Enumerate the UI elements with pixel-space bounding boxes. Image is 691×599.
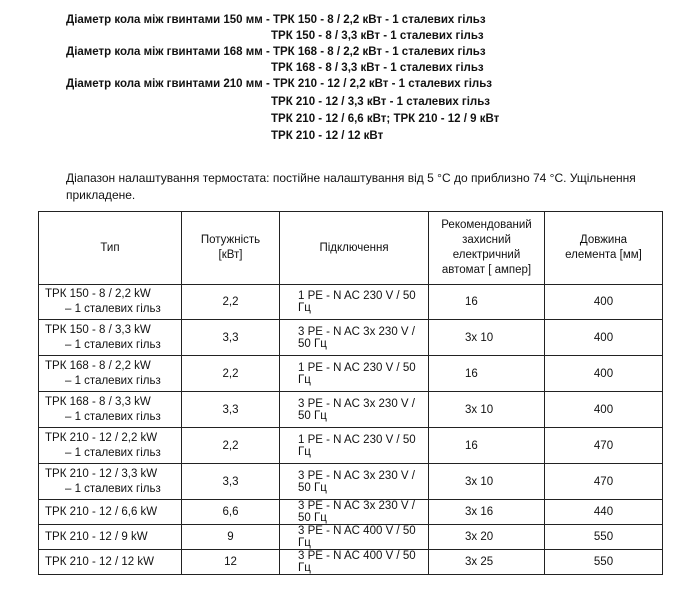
cell-breaker: 3x 10	[429, 464, 545, 500]
cell-breaker: 3x 10	[429, 320, 545, 356]
table-row	[39, 500, 663, 525]
heading-210-line-2: ТРК 210 - 12 / 3,3 кВт - 1 сталевих гільз	[271, 96, 491, 108]
cell-connection: 3 PE - N AC 3x 230 V / 50 Гц	[280, 392, 429, 428]
table-row	[39, 550, 663, 575]
cell-power: 3,3	[182, 464, 280, 500]
cell-type	[39, 392, 182, 428]
table-row	[39, 525, 663, 550]
heading-168	[66, 45, 486, 60]
table-row	[39, 320, 663, 356]
heading-210-line-1: ТРК 210 - 12 / 2,2 кВт - 1 сталевих гільз	[272, 78, 492, 90]
heading-150-line-2-wrap	[271, 29, 484, 44]
cell-type	[39, 285, 182, 320]
cell-power: 2,2	[182, 356, 280, 392]
cell-breaker: 16	[429, 356, 545, 392]
heading-210-line-3-wrap	[271, 112, 499, 127]
cell-type: ТРК 210 - 12 / 6,6 kW	[39, 500, 182, 525]
cell-length: 550	[545, 550, 663, 575]
cell-power: 6,6	[182, 500, 280, 525]
cell-power: 3,3	[182, 320, 280, 356]
header-power	[182, 212, 280, 285]
heading-210	[66, 77, 492, 92]
thermostat-note: Діапазон налаштування термостата: постійне налаштування від 5 °C до приблизно 74 °C. Ущільнення прикладене.	[66, 171, 636, 202]
cell-breaker: 16	[429, 285, 545, 320]
cell-length: 470	[545, 464, 663, 500]
heading-150-lead: Діаметр кола між гвинтами 150 мм -	[66, 14, 273, 26]
cell-connection: 3 PE - N AC 400 V / 50 Гц	[280, 550, 429, 575]
header-breaker-line-2: захисний	[462, 234, 511, 246]
table-row	[39, 285, 663, 320]
type-line-1: ТРК 150 - 8 / 3,3 kW	[45, 323, 151, 336]
cell-breaker: 3x 20	[429, 525, 545, 550]
heading-168-line-2-wrap	[271, 61, 484, 76]
cell-length: 400	[545, 320, 663, 356]
table-row	[39, 392, 663, 428]
type-line-1: ТРК 210 - 12 / 2,2 kW	[45, 431, 158, 444]
header-length-line-1: Довжина	[579, 234, 628, 246]
header-type: Тип	[39, 212, 182, 285]
type-line-2: – 1 сталевих гільз	[65, 303, 161, 315]
heading-210-line-4: ТРК 210 - 12 / 12 кВт	[271, 130, 384, 142]
cell-type	[39, 464, 182, 500]
cell-breaker: 3x 10	[429, 392, 545, 428]
heading-168-line-1: ТРК 168 - 8 / 2,2 кВт - 1 сталевих гільз	[272, 46, 486, 58]
header-length	[545, 212, 663, 285]
cell-type	[39, 428, 182, 464]
heading-168-lead: Діаметр кола між гвинтами 168 мм -	[66, 46, 273, 58]
cell-length: 550	[545, 525, 663, 550]
cell-breaker: 16	[429, 428, 545, 464]
cell-power: 3,3	[182, 392, 280, 428]
cell-power: 9	[182, 525, 280, 550]
table-row	[39, 428, 663, 464]
table-row	[39, 356, 663, 392]
cell-length: 400	[545, 392, 663, 428]
cell-connection: 3 PE - N AC 400 V / 50 Гц	[280, 525, 429, 550]
type-line-2: – 1 сталевих гільз	[65, 482, 161, 495]
cell-length: 440	[545, 500, 663, 525]
cell-type	[39, 320, 182, 356]
header-breaker-line-1: Рекомендований	[441, 219, 532, 231]
cell-connection: 3 PE - N AC 3x 230 V / 50 Гц	[280, 320, 429, 356]
type-line-1: ТРК 168 - 8 / 3,3 kW	[45, 395, 151, 408]
table-row	[39, 464, 663, 500]
cell-connection: 1 PE - N AC 230 V / 50 Гц	[280, 428, 429, 464]
header-breaker-line-4: автомат [ ампер]	[441, 264, 532, 276]
heading-210-line-2-wrap	[271, 95, 490, 110]
type-line-2: – 1 сталевих гільз	[65, 374, 161, 387]
cell-length: 400	[545, 356, 663, 392]
type-line-1: ТРК 210 - 12 / 3,3 kW	[45, 467, 158, 480]
cell-connection: 3 PE - N AC 3x 230 V / 50 Гц	[280, 464, 429, 500]
spec-table	[38, 211, 663, 575]
heading-150	[66, 13, 486, 28]
cell-connection: 1 PE - N AC 230 V / 50 Гц	[280, 356, 429, 392]
header-connection: Підключення	[280, 212, 429, 285]
cell-type	[39, 356, 182, 392]
heading-210-lead: Діаметр кола між гвинтами 210 мм -	[66, 78, 273, 90]
type-line-2: – 1 сталевих гільз	[65, 410, 161, 423]
cell-type: ТРК 210 - 12 / 9 kW	[39, 525, 182, 550]
cell-type: ТРК 210 - 12 / 12 kW	[39, 550, 182, 575]
cell-power: 2,2	[182, 285, 280, 320]
heading-168-line-2: ТРК 168 - 8 / 3,3 кВт - 1 сталевих гільз	[271, 62, 484, 74]
header-power-line-2: [кВт]	[218, 249, 243, 261]
header-power-line-1: Потужність	[200, 234, 261, 246]
type-line-1: ТРК 168 - 8 / 2,2 kW	[45, 359, 151, 372]
cell-connection: 3 PE - N AC 3x 230 V / 50 Гц	[280, 500, 429, 525]
cell-breaker: 3x 16	[429, 500, 545, 525]
heading-210-line-3: ТРК 210 - 12 / 6,6 кВт; ТРК 210 - 12 / 9 кВт	[271, 113, 500, 125]
heading-150-line-1: ТРК 150 - 8 / 2,2 кВт - 1 сталевих гільз	[272, 14, 486, 26]
cell-power: 12	[182, 550, 280, 575]
heading-150-line-2: ТРК 150 - 8 / 3,3 кВт - 1 сталевих гільз	[271, 30, 484, 42]
header-breaker	[429, 212, 545, 285]
table-header-row	[39, 212, 663, 285]
type-line-2: – 1 сталевих гільз	[65, 446, 161, 459]
header-breaker-line-3: електричний	[452, 249, 521, 261]
cell-power: 2,2	[182, 428, 280, 464]
header-length-line-2: елемента [мм]	[565, 249, 642, 261]
type-line-1: ТРК 150 - 8 / 2,2 kW	[45, 288, 151, 300]
type-line-2: – 1 сталевих гільз	[65, 338, 161, 351]
cell-length: 400	[545, 285, 663, 320]
cell-breaker: 3x 25	[429, 550, 545, 575]
cell-length: 470	[545, 428, 663, 464]
cell-connection: 1 PE - N AC 230 V / 50 Гц	[280, 285, 429, 320]
heading-210-line-4-wrap	[271, 129, 383, 144]
